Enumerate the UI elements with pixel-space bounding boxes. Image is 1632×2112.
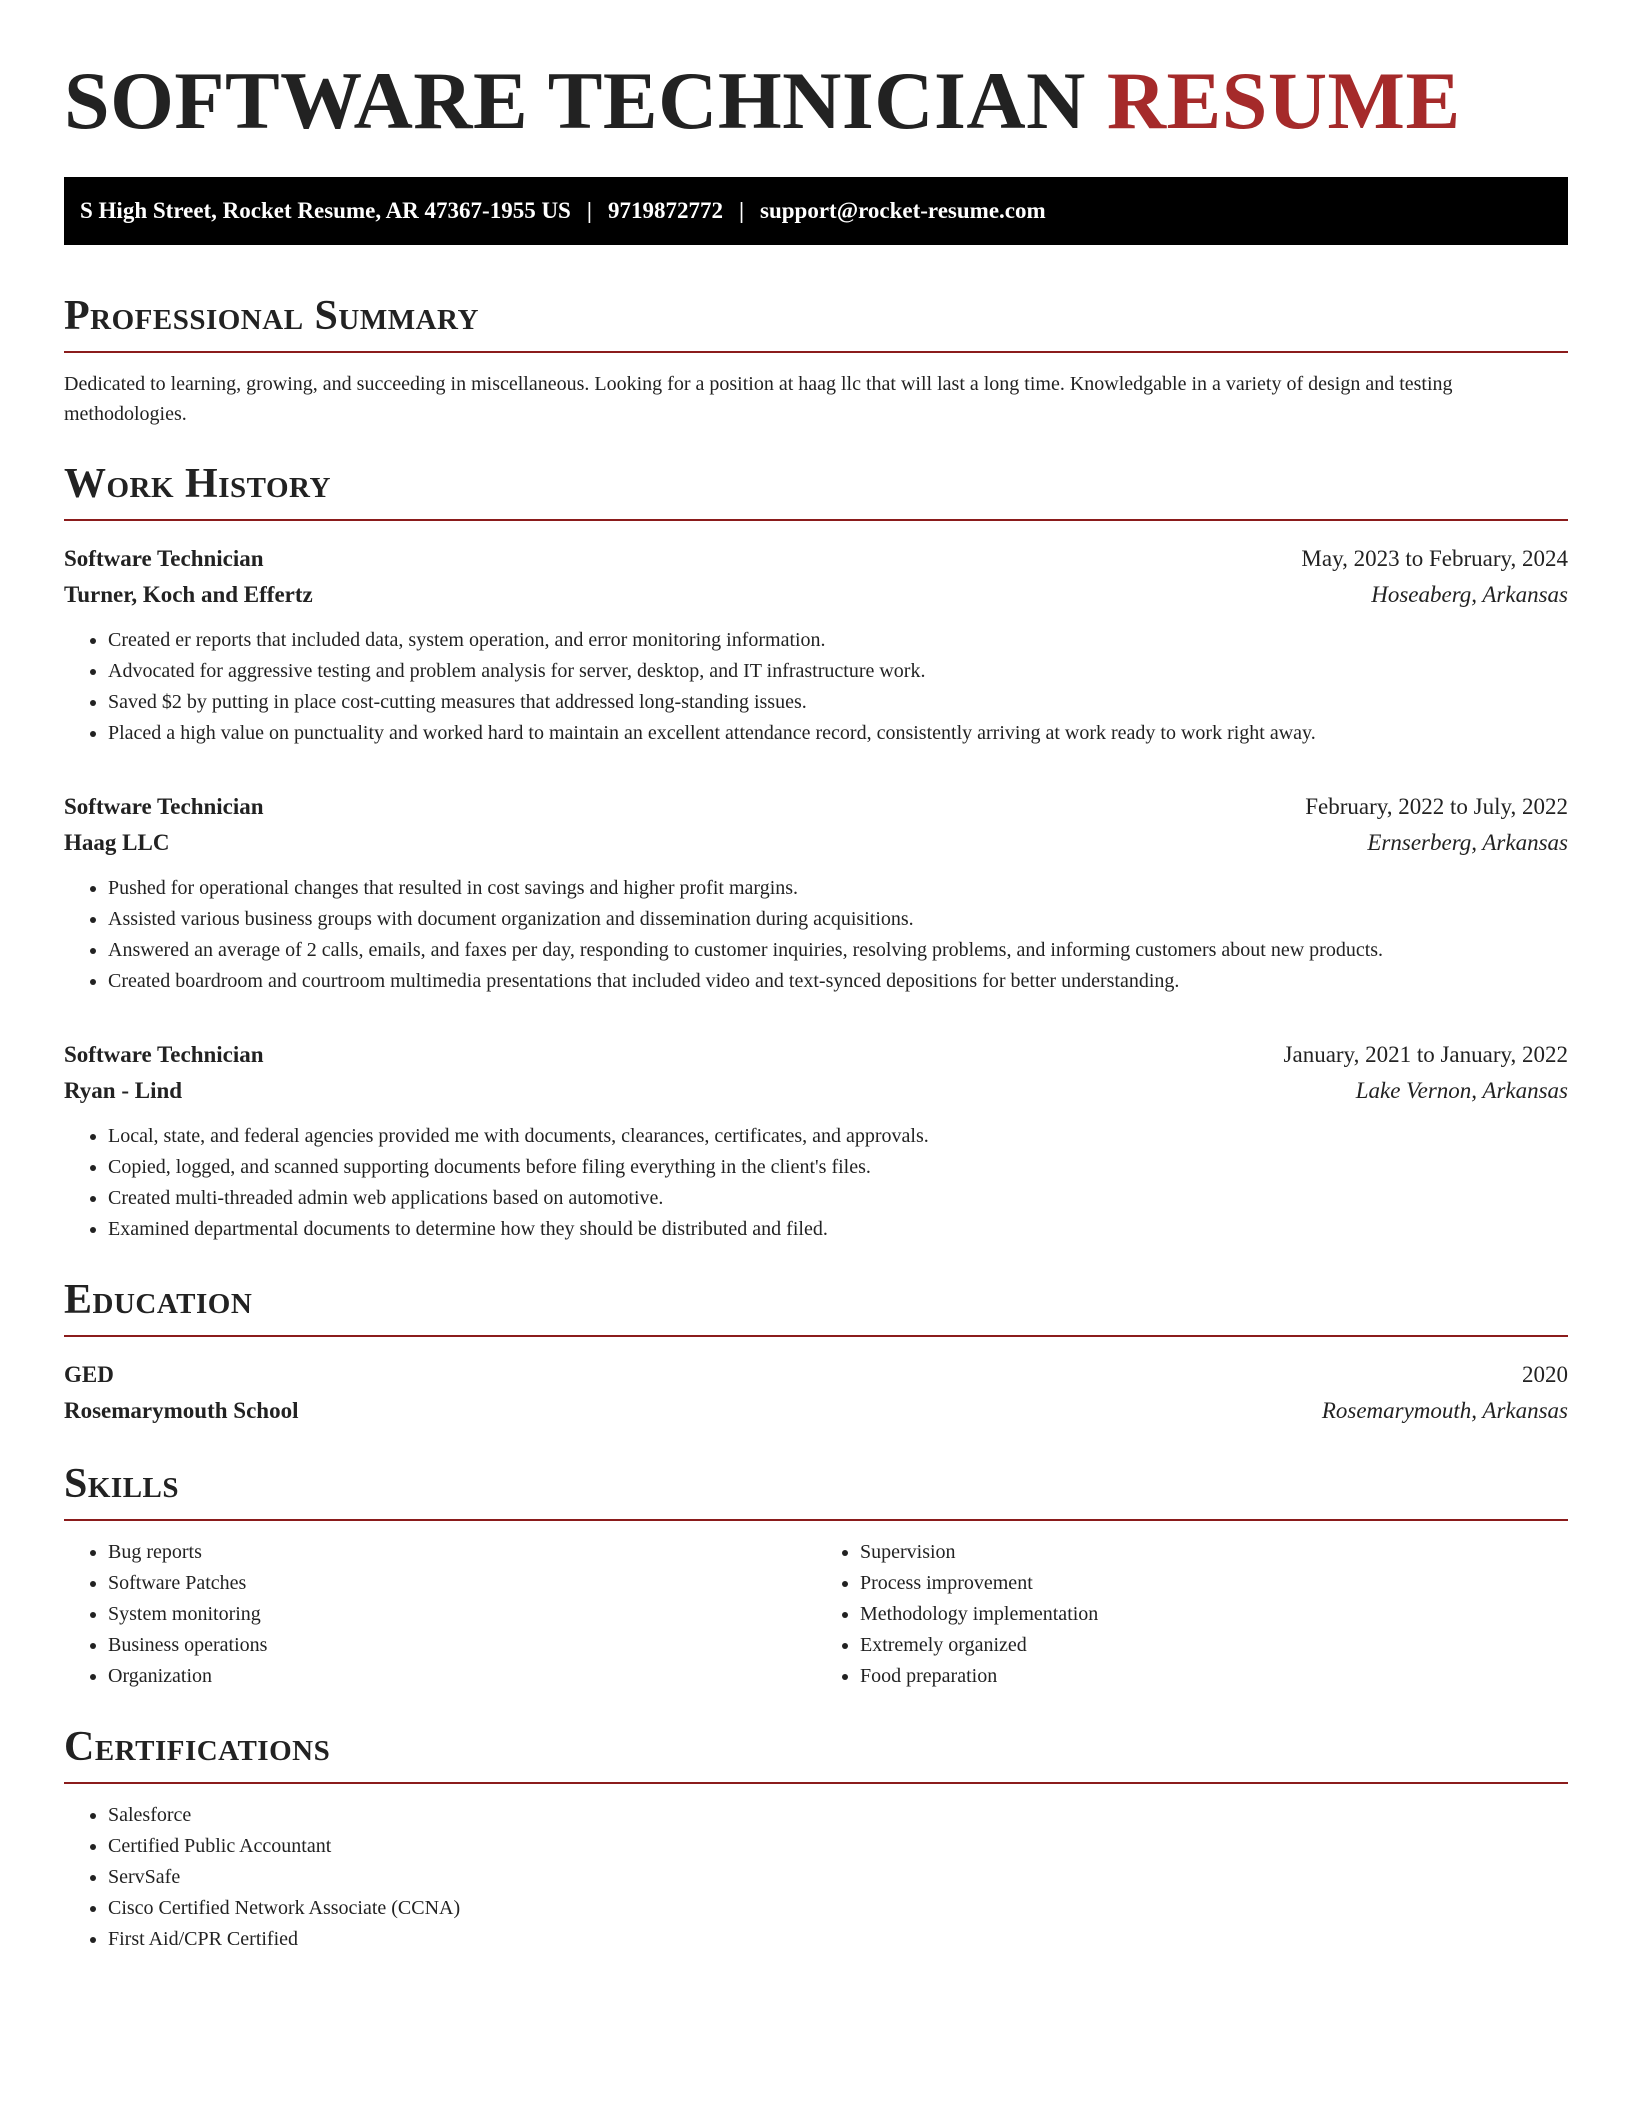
job-company: Haag LLC xyxy=(64,829,170,855)
list-item: • Extremely organized xyxy=(860,1630,1568,1661)
education-section xyxy=(64,1277,1568,1429)
list-item: • Process improvement xyxy=(860,1568,1568,1599)
job-company-row xyxy=(64,1073,1568,1109)
education-school-row xyxy=(64,1393,1568,1429)
list-item: • System monitoring xyxy=(108,1599,816,1630)
education-heading: Education xyxy=(64,1277,1568,1337)
job-title: Software Technician xyxy=(64,1041,264,1067)
education-location: Rosemarymouth, Arkansas xyxy=(1321,1398,1568,1424)
skills-column-left xyxy=(64,1537,816,1692)
list-item: • ServSafe xyxy=(108,1862,1568,1893)
summary-heading: Professional Summary xyxy=(64,293,1568,353)
list-item: • Examined departmental documents to determine how they should be distributed and filed. xyxy=(108,1214,1568,1245)
education-degree: GED xyxy=(64,1362,114,1388)
list-item: • Supervision xyxy=(860,1537,1568,1568)
list-item: • Advocated for aggressive testing and problem analysis for server, desktop, and IT infrastructure work. xyxy=(108,656,1568,687)
job-location: Hoseaberg, Arkansas xyxy=(1371,581,1568,607)
list-item: • Certified Public Accountant xyxy=(108,1831,1568,1862)
list-item: • Food preparation xyxy=(860,1661,1568,1692)
summary-section xyxy=(64,293,1568,429)
job-bullets xyxy=(64,625,1568,749)
skills-column-right xyxy=(816,1537,1568,1692)
work-history-heading: Work History xyxy=(64,461,1568,521)
job-company-row xyxy=(64,577,1568,613)
skills-section xyxy=(64,1461,1568,1692)
skills-heading: Skills xyxy=(64,1461,1568,1521)
list-item: • Copied, logged, and scanned supporting documents before filing everything in the client's files. xyxy=(108,1152,1568,1183)
list-item: • Created multi-threaded admin web applications based on automotive. xyxy=(108,1183,1568,1214)
list-item: • Organization xyxy=(108,1661,816,1692)
education-year: 2020 xyxy=(1522,1362,1568,1388)
contact-bar xyxy=(64,177,1568,245)
contact-phone: 9719872772 xyxy=(607,197,723,223)
list-item: • Created boardroom and courtroom multimedia presentations that included video and text-synced depositions for better understanding. xyxy=(108,966,1568,997)
list-item: • Placed a high value on punctuality and worked hard to maintain an excellent attendance record, consistently arriving at work ready to work right away. xyxy=(108,718,1568,749)
job-location: Lake Vernon, Arkansas xyxy=(1355,1077,1568,1103)
list-item: • Cisco Certified Network Associate (CCNA) xyxy=(108,1893,1568,1924)
job-entry xyxy=(64,541,1568,749)
list-item: • Software Patches xyxy=(108,1568,816,1599)
list-item: • Answered an average of 2 calls, emails, and faxes per day, responding to customer inquiries, resolving problems, and informing customers about new products. xyxy=(108,935,1568,966)
job-dates: February, 2022 to July, 2022 xyxy=(1305,793,1568,819)
education-school: Rosemarymouth School xyxy=(64,1398,299,1424)
job-title-row xyxy=(64,541,1568,577)
job-company: Turner, Koch and Effertz xyxy=(64,581,313,607)
job-title: Software Technician xyxy=(64,545,264,571)
contact-address: S High Street, Rocket Resume, AR 47367-1955 US xyxy=(80,197,571,223)
job-company: Ryan - Lind xyxy=(64,1077,183,1103)
contact-email: support@rocket-resume.com xyxy=(760,197,1046,223)
certifications-heading: Certifications xyxy=(64,1724,1568,1784)
job-entry xyxy=(64,789,1568,997)
job-entry xyxy=(64,1037,1568,1245)
job-bullets xyxy=(64,1121,1568,1245)
job-title-row xyxy=(64,1037,1568,1073)
skills-list-left xyxy=(64,1537,816,1692)
title-accent: RESUME xyxy=(1106,55,1461,146)
title-main: SOFTWARE TECHNICIAN xyxy=(64,55,1086,146)
job-bullets xyxy=(64,873,1568,997)
contact-separator: | xyxy=(586,197,592,223)
job-title: Software Technician xyxy=(64,793,264,819)
job-dates: May, 2023 to February, 2024 xyxy=(1301,545,1568,571)
skills-list-right xyxy=(816,1537,1568,1692)
job-location: Ernserberg, Arkansas xyxy=(1367,829,1568,855)
list-item: • Local, state, and federal agencies provided me with documents, clearances, certificates, and approvals. xyxy=(108,1121,1568,1152)
contact-separator: | xyxy=(738,197,745,223)
work-history-section xyxy=(64,461,1568,1245)
certifications-list xyxy=(64,1800,1568,1955)
summary-text: Dedicated to learning, growing, and succeeding in miscellaneous. Looking for a position at haag llc that will last a long time. Knowledgable in a variety of design and testing methodologies. xyxy=(64,372,1453,425)
list-item: • First Aid/CPR Certified xyxy=(108,1924,1568,1955)
job-title-row xyxy=(64,789,1568,825)
resume-title xyxy=(64,50,1568,153)
list-item: • Business operations xyxy=(108,1630,816,1661)
job-company-row xyxy=(64,825,1568,861)
list-item: • Saved $2 by putting in place cost-cutting measures that addressed long-standing issues. xyxy=(108,687,1568,718)
job-dates: January, 2021 to January, 2022 xyxy=(1283,1041,1568,1067)
education-entry xyxy=(64,1357,1568,1429)
list-item: • Methodology implementation xyxy=(860,1599,1568,1630)
list-item: • Assisted various business groups with document organization and dissemination during acquisitions. xyxy=(108,904,1568,935)
list-item: • Pushed for operational changes that resulted in cost savings and higher profit margins. xyxy=(108,873,1568,904)
list-item: • Salesforce xyxy=(108,1800,1568,1831)
list-item: • Bug reports xyxy=(108,1537,816,1568)
certifications-section xyxy=(64,1724,1568,1955)
list-item: • Created er reports that included data, system operation, and error monitoring information. xyxy=(108,625,1568,656)
education-degree-row xyxy=(64,1357,1568,1393)
skills-columns xyxy=(64,1537,1568,1692)
